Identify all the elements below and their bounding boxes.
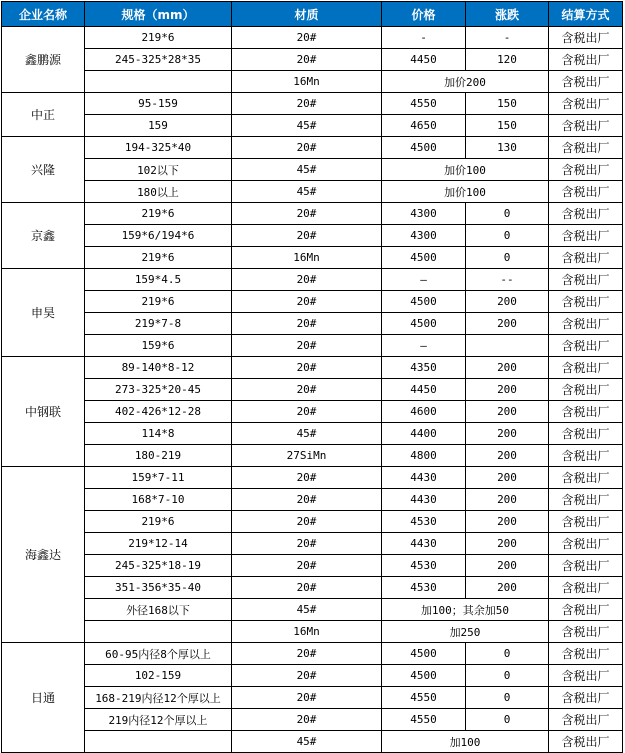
price-cell: 4430 [382,489,466,511]
settle-cell: 含税出厂 [549,291,623,313]
company-name: 中钢联 [2,357,85,467]
table-row [2,225,623,247]
change-cell: 0 [466,643,549,665]
spec-cell: 180以上 [85,181,232,203]
settle-cell: 含税出厂 [549,731,623,753]
price-note-cell: 加价200 [382,71,549,93]
material-cell: 20# [232,335,382,357]
change-cell: 200 [466,467,549,489]
material-cell: 20# [232,27,382,49]
price-cell: 4400 [382,423,466,445]
header-row [2,2,623,27]
spec-cell: 351-356*35-40 [85,577,232,599]
change-cell: -- [466,269,549,291]
change-cell: 200 [466,577,549,599]
material-cell: 20# [232,687,382,709]
spec-cell: 219*6 [85,203,232,225]
settle-cell: 含税出厂 [549,687,623,709]
price-cell: 4500 [382,291,466,313]
header-material: 材质 [232,2,382,27]
price-cell: 4550 [382,687,466,709]
spec-cell: 159*6 [85,335,232,357]
table-row [2,401,623,423]
price-cell: 4600 [382,401,466,423]
settle-cell: 含税出厂 [549,621,623,643]
spec-cell [85,621,232,643]
settle-cell: 含税出厂 [549,467,623,489]
price-cell: 4530 [382,511,466,533]
price-cell: 4430 [382,533,466,555]
change-cell: 200 [466,357,549,379]
material-cell: 16Mn [232,71,382,93]
table-row [2,247,623,269]
settle-cell: 含税出厂 [549,27,623,49]
table-row [2,159,623,181]
settle-cell: 含税出厂 [549,335,623,357]
change-cell [466,335,549,357]
table-row [2,379,623,401]
price-cell: 4450 [382,379,466,401]
material-cell: 20# [232,533,382,555]
settle-cell: 含税出厂 [549,643,623,665]
change-cell: 0 [466,709,549,731]
material-cell: 20# [232,291,382,313]
material-cell: 20# [232,489,382,511]
settle-cell: 含税出厂 [549,49,623,71]
material-cell: 16Mn [232,621,382,643]
spec-cell: 95-159 [85,93,232,115]
header-settle: 结算方式 [549,2,623,27]
material-cell: 45# [232,115,382,137]
table-row [2,49,623,71]
price-note-cell: 加100 [382,731,549,753]
change-cell: 0 [466,247,549,269]
change-cell: 200 [466,379,549,401]
spec-cell: 168*7-10 [85,489,232,511]
settle-cell: 含税出厂 [549,71,623,93]
price-cell: — [382,269,466,291]
material-cell: 20# [232,467,382,489]
spec-cell: 245-325*28*35 [85,49,232,71]
header-spec: 规格（mm） [85,2,232,27]
table-row [2,643,623,665]
company-name: 京鑫 [2,203,85,269]
change-cell: 200 [466,313,549,335]
settle-cell: 含税出厂 [549,269,623,291]
spec-cell [85,71,232,93]
settle-cell: 含税出厂 [549,709,623,731]
spec-cell: 89-140*8-12 [85,357,232,379]
change-cell: 200 [466,533,549,555]
table-row [2,137,623,159]
spec-cell: 219*6 [85,291,232,313]
price-cell: 4550 [382,709,466,731]
table-row [2,533,623,555]
company-name: 鑫鹏源 [2,27,85,93]
material-cell: 20# [232,137,382,159]
settle-cell: 含税出厂 [549,137,623,159]
change-cell: 200 [466,489,549,511]
spec-cell: 219*12-14 [85,533,232,555]
material-cell: 45# [232,731,382,753]
settle-cell: 含税出厂 [549,533,623,555]
change-cell: 200 [466,291,549,313]
price-cell: 4500 [382,313,466,335]
settle-cell: 含税出厂 [549,93,623,115]
price-cell: - [382,27,466,49]
change-cell: 0 [466,665,549,687]
table-row [2,489,623,511]
table-row [2,115,623,137]
table-row [2,511,623,533]
price-cell: 4300 [382,225,466,247]
material-cell: 20# [232,225,382,247]
table-row [2,555,623,577]
price-cell: — [382,335,466,357]
price-cell: 4500 [382,665,466,687]
change-cell: - [466,27,549,49]
spec-cell: 114*8 [85,423,232,445]
price-cell: 4500 [382,247,466,269]
table-row [2,335,623,357]
spec-cell: 外径168以下 [85,599,232,621]
spec-cell: 102以下 [85,159,232,181]
company-name: 中正 [2,93,85,137]
material-cell: 45# [232,159,382,181]
spec-cell: 102-159 [85,665,232,687]
settle-cell: 含税出厂 [549,313,623,335]
price-note-cell: 加价100 [382,159,549,181]
material-cell: 20# [232,379,382,401]
material-cell: 20# [232,709,382,731]
material-cell: 20# [232,555,382,577]
material-cell: 20# [232,401,382,423]
table-row [2,181,623,203]
spec-cell: 159*7-11 [85,467,232,489]
spec-cell: 273-325*20-45 [85,379,232,401]
table-row [2,687,623,709]
price-cell: 4500 [382,643,466,665]
spec-cell: 402-426*12-28 [85,401,232,423]
change-cell: 150 [466,93,549,115]
spec-cell: 219*6 [85,27,232,49]
material-cell: 20# [232,665,382,687]
header-change: 涨跌 [466,2,549,27]
settle-cell: 含税出厂 [549,225,623,247]
change-cell: 130 [466,137,549,159]
table-row [2,731,623,753]
material-cell: 20# [232,269,382,291]
spec-cell: 219内径12个厚以上 [85,709,232,731]
settle-cell: 含税出厂 [549,423,623,445]
material-cell: 45# [232,423,382,445]
material-cell: 20# [232,577,382,599]
table-row [2,269,623,291]
settle-cell: 含税出厂 [549,379,623,401]
price-note-cell: 加100；其余加50 [382,599,549,621]
price-cell: 4300 [382,203,466,225]
table-row [2,709,623,731]
settle-cell: 含税出厂 [549,445,623,467]
table-row [2,291,623,313]
settle-cell: 含税出厂 [549,577,623,599]
material-cell: 20# [232,643,382,665]
change-cell: 200 [466,555,549,577]
material-cell: 20# [232,49,382,71]
change-cell: 0 [466,687,549,709]
header-company: 企业名称 [2,2,85,27]
spec-cell: 219*7-8 [85,313,232,335]
table-row [2,621,623,643]
table-row [2,577,623,599]
table-row [2,599,623,621]
material-cell: 27SiMn [232,445,382,467]
settle-cell: 含税出厂 [549,511,623,533]
change-cell: 120 [466,49,549,71]
table-row [2,423,623,445]
change-cell: 150 [466,115,549,137]
material-cell: 20# [232,511,382,533]
price-cell: 4550 [382,93,466,115]
table-row [2,313,623,335]
settle-cell: 含税出厂 [549,665,623,687]
price-cell: 4450 [382,49,466,71]
change-cell: 200 [466,423,549,445]
spec-cell: 219*6 [85,511,232,533]
spec-cell: 219*6 [85,247,232,269]
company-name: 兴隆 [2,137,85,203]
price-cell: 4350 [382,357,466,379]
settle-cell: 含税出厂 [549,159,623,181]
table-row [2,357,623,379]
material-cell: 20# [232,357,382,379]
table-body [2,27,623,753]
settle-cell: 含税出厂 [549,357,623,379]
spec-cell: 194-325*40 [85,137,232,159]
spec-cell: 159*6/194*6 [85,225,232,247]
settle-cell: 含税出厂 [549,203,623,225]
price-table [1,1,623,753]
price-cell: 4500 [382,137,466,159]
header-price: 价格 [382,2,466,27]
price-note-cell: 加250 [382,621,549,643]
table-row [2,467,623,489]
spec-cell: 60-95内径8个厚以上 [85,643,232,665]
table-row [2,203,623,225]
table-row [2,27,623,49]
price-cell: 4430 [382,467,466,489]
change-cell: 0 [466,203,549,225]
price-note-cell: 加价100 [382,181,549,203]
price-cell: 4800 [382,445,466,467]
settle-cell: 含税出厂 [549,247,623,269]
company-name: 日通 [2,643,85,753]
spec-cell: 159*4.5 [85,269,232,291]
spec-cell: 245-325*18-19 [85,555,232,577]
spec-cell: 180-219 [85,445,232,467]
settle-cell: 含税出厂 [549,181,623,203]
company-name: 申昊 [2,269,85,357]
settle-cell: 含税出厂 [549,401,623,423]
table-row [2,665,623,687]
spec-cell: 168-219内径12个厚以上 [85,687,232,709]
change-cell: 200 [466,445,549,467]
material-cell: 20# [232,93,382,115]
settle-cell: 含税出厂 [549,599,623,621]
price-cell: 4650 [382,115,466,137]
change-cell: 200 [466,401,549,423]
settle-cell: 含税出厂 [549,555,623,577]
table-row [2,71,623,93]
material-cell: 20# [232,203,382,225]
settle-cell: 含税出厂 [549,115,623,137]
price-cell: 4530 [382,555,466,577]
material-cell: 45# [232,181,382,203]
change-cell: 0 [466,225,549,247]
spec-cell: 159 [85,115,232,137]
company-name: 海鑫达 [2,467,85,643]
change-cell: 200 [466,511,549,533]
table-row [2,93,623,115]
table-row [2,445,623,467]
settle-cell: 含税出厂 [549,489,623,511]
material-cell: 20# [232,313,382,335]
price-cell: 4530 [382,577,466,599]
spec-cell [85,731,232,753]
material-cell: 45# [232,599,382,621]
material-cell: 16Mn [232,247,382,269]
